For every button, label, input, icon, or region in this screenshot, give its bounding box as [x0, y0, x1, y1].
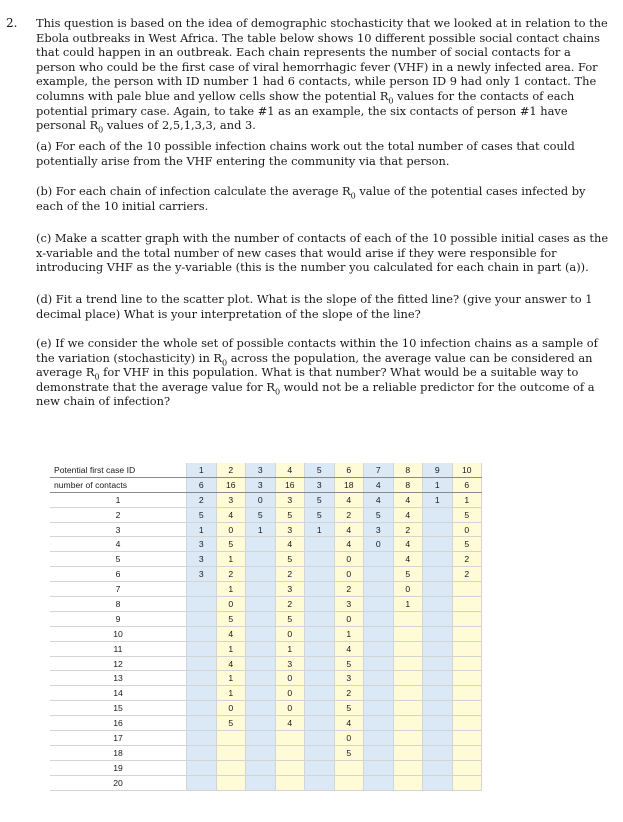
- r0-value-cell: [305, 626, 335, 641]
- subscript-zero: 0: [350, 191, 356, 201]
- r0-value-cell: [452, 582, 482, 597]
- r0-value-cell: 0: [334, 567, 364, 582]
- contacts-row-label: number of contacts: [50, 477, 187, 492]
- r0-value-cell: [305, 611, 335, 626]
- r0-value-cell: [452, 611, 482, 626]
- row-label: 17: [50, 731, 187, 746]
- r0-value-cell: 1: [216, 641, 246, 656]
- contact-chains-table: [50, 463, 482, 791]
- r0-value-cell: 1: [246, 522, 276, 537]
- r0-value-cell: [246, 597, 276, 612]
- r0-value-cell: [423, 552, 453, 567]
- r0-value-cell: 2: [393, 522, 423, 537]
- r0-value-cell: 0: [275, 686, 305, 701]
- case-id-cell: 8: [393, 463, 423, 477]
- r0-value-cell: [246, 716, 276, 731]
- row-label: 5: [50, 552, 187, 567]
- r0-value-cell: 2: [452, 567, 482, 582]
- r0-value-cell: [452, 701, 482, 716]
- r0-value-cell: 4: [216, 507, 246, 522]
- r0-value-cell: [364, 611, 394, 626]
- r0-value-cell: [452, 626, 482, 641]
- r0-value-cell: [246, 731, 276, 746]
- case-id-cell: 2: [216, 463, 246, 477]
- r0-value-cell: [423, 745, 453, 760]
- r0-value-cell: 1: [216, 552, 246, 567]
- r0-value-cell: 3: [275, 492, 305, 507]
- row-label: 18: [50, 745, 187, 760]
- r0-value-cell: [305, 775, 335, 790]
- subscript-zero: 0: [222, 357, 228, 367]
- r0-value-cell: [246, 552, 276, 567]
- r0-value-cell: [334, 760, 364, 775]
- r0-value-cell: 4: [334, 641, 364, 656]
- r0-value-cell: [275, 760, 305, 775]
- contacts-count-cell: 18: [334, 477, 364, 492]
- r0-value-cell: [187, 656, 217, 671]
- r0-value-cell: [364, 597, 394, 612]
- row-label: 7: [50, 582, 187, 597]
- r0-value-cell: [187, 686, 217, 701]
- r0-value-cell: [364, 656, 394, 671]
- r0-value-cell: [364, 671, 394, 686]
- r0-value-cell: 2: [452, 552, 482, 567]
- r0-value-cell: [423, 760, 453, 775]
- r0-value-cell: 4: [393, 537, 423, 552]
- r0-value-cell: 1: [216, 582, 246, 597]
- r0-value-cell: [393, 701, 423, 716]
- r0-value-cell: 2: [334, 507, 364, 522]
- table-row: [50, 492, 482, 507]
- r0-value-cell: [216, 775, 246, 790]
- r0-value-cell: [216, 745, 246, 760]
- r0-value-cell: 4: [334, 716, 364, 731]
- r0-value-cell: 1: [423, 492, 453, 507]
- r0-value-cell: [452, 745, 482, 760]
- r0-value-cell: [187, 641, 217, 656]
- contacts-count-cell: 3: [305, 477, 335, 492]
- case-id-cell: 7: [364, 463, 394, 477]
- table-row: [50, 760, 482, 775]
- r0-value-cell: 0: [275, 671, 305, 686]
- row-label: 10: [50, 626, 187, 641]
- r0-value-cell: [187, 611, 217, 626]
- contacts-row: [50, 477, 482, 492]
- r0-value-cell: [305, 731, 335, 746]
- r0-value-cell: [452, 716, 482, 731]
- r0-value-cell: [364, 641, 394, 656]
- r0-value-cell: 5: [246, 507, 276, 522]
- row-label: 4: [50, 537, 187, 552]
- subscript-zero: 0: [274, 387, 281, 397]
- row-label: 6: [50, 567, 187, 582]
- r0-value-cell: [423, 686, 453, 701]
- r0-value-cell: [305, 701, 335, 716]
- r0-value-cell: [246, 537, 276, 552]
- r0-value-cell: [305, 567, 335, 582]
- table-row: [50, 567, 482, 582]
- table-row: [50, 597, 482, 612]
- table-row: [50, 522, 482, 537]
- r0-value-cell: 5: [334, 656, 364, 671]
- r0-value-cell: [246, 775, 276, 790]
- r0-value-cell: [364, 760, 394, 775]
- table-row: [50, 626, 482, 641]
- r0-value-cell: [187, 775, 217, 790]
- r0-value-cell: 3: [216, 492, 246, 507]
- r0-value-cell: 5: [452, 507, 482, 522]
- r0-value-cell: [423, 626, 453, 641]
- r0-value-cell: [216, 760, 246, 775]
- r0-value-cell: [246, 671, 276, 686]
- row-label: 8: [50, 597, 187, 612]
- r0-value-cell: 0: [216, 701, 246, 716]
- r0-value-cell: [423, 731, 453, 746]
- r0-value-cell: 4: [334, 537, 364, 552]
- row-label: 1: [50, 492, 187, 507]
- r0-value-cell: [187, 671, 217, 686]
- row-label: 16: [50, 716, 187, 731]
- r0-value-cell: 2: [275, 567, 305, 582]
- r0-value-cell: 5: [275, 611, 305, 626]
- intro-paragraph: This question is based on the idea of demographic stochasticity that we looked at in relation to the Ebola outbreaks in West Africa. The table below shows 10 different possible social contact chains that could happen in an outbreak. Each chain represents the number of social contacts for a person who could be the first case of viral hemorrhagic fever (VHF) in a newly infected area. For example, the person with ID number 1 had 6 contacts, while person ID 9 had only 1 contact. The columns with pale blue and yellow cells show the potential $R_0$ values for the contacts of each potential primary case. Again, to take #1 as an example, the six contacts of person #1 have personal $R_0$ values of 2,5,1,3,3, and 3.: [36, 16, 608, 135]
- r0-value-cell: [305, 552, 335, 567]
- r0-value-cell: [393, 626, 423, 641]
- r0-value-cell: [275, 745, 305, 760]
- r0-value-cell: [305, 686, 335, 701]
- r0-value-cell: 0: [216, 522, 246, 537]
- r0-value-cell: 5: [305, 492, 335, 507]
- r0-value-cell: [364, 701, 394, 716]
- row-label: 13: [50, 671, 187, 686]
- r0-value-cell: 0: [364, 537, 394, 552]
- contacts-count-cell: 16: [275, 477, 305, 492]
- contacts-count-cell: 16: [216, 477, 246, 492]
- r0-value-cell: 0: [334, 731, 364, 746]
- r0-value-cell: 4: [393, 492, 423, 507]
- r0-value-cell: [305, 671, 335, 686]
- r0-value-cell: 4: [216, 626, 246, 641]
- r0-value-cell: [364, 745, 394, 760]
- r0-value-cell: [452, 686, 482, 701]
- contacts-count-cell: 3: [246, 477, 276, 492]
- r0-value-cell: 1: [216, 686, 246, 701]
- r0-value-cell: [246, 656, 276, 671]
- row-label: 3: [50, 522, 187, 537]
- r0-value-cell: [305, 760, 335, 775]
- r0-value-cell: [187, 626, 217, 641]
- r0-value-cell: 5: [275, 507, 305, 522]
- contacts-count-cell: 6: [452, 477, 482, 492]
- r0-value-cell: [187, 745, 217, 760]
- r0-value-cell: [423, 641, 453, 656]
- r0-value-cell: [187, 701, 217, 716]
- id-row-label: Potential first case ID: [50, 463, 187, 477]
- row-label: 11: [50, 641, 187, 656]
- r0-value-cell: 0: [216, 597, 246, 612]
- r0-value-cell: [364, 552, 394, 567]
- r0-value-cell: 4: [364, 492, 394, 507]
- r0-value-cell: [187, 716, 217, 731]
- r0-value-cell: [393, 671, 423, 686]
- r0-value-cell: 2: [334, 686, 364, 701]
- part-e-paragraph: (e) If we consider the whole set of possible contacts within the 10 infection chains as a sample of the variation (stochasticity) in $R_0$ across the population, the average value can be considered an average $R_0$ for VHF in this population. What is that number? What would be a suitable way to demonstrate that the average value for $R_0$ would not be a reliable predictor for the outcome of a new chain of infection?: [36, 336, 598, 409]
- part-b-paragraph: (b) For each chain of infection calculate the average $R_0$ value of the potential cases infected by each of the 10 initial carriers.: [36, 184, 586, 213]
- r0-value-cell: [246, 567, 276, 582]
- r0-value-cell: 1: [305, 522, 335, 537]
- r0-value-cell: [246, 641, 276, 656]
- r0-value-cell: 5: [275, 552, 305, 567]
- table-row: [50, 686, 482, 701]
- r0-value-cell: 0: [452, 522, 482, 537]
- r0-value-cell: 4: [216, 656, 246, 671]
- r0-value-cell: [305, 656, 335, 671]
- r0-value-cell: [246, 626, 276, 641]
- case-id-cell: 4: [275, 463, 305, 477]
- table-row: [50, 641, 482, 656]
- r0-value-cell: [393, 641, 423, 656]
- r0-value-cell: [305, 597, 335, 612]
- part-d-paragraph: (d) Fit a trend line to the scatter plot. What is the slope of the fitted line? (give your answer to 1 decimal place) What is your interpretation of the slope of the line?: [36, 292, 593, 321]
- r0-value-cell: [452, 775, 482, 790]
- r0-value-cell: [452, 731, 482, 746]
- r0-value-cell: 4: [393, 507, 423, 522]
- r0-value-cell: [423, 671, 453, 686]
- r0-value-cell: 0: [246, 492, 276, 507]
- id-row: [50, 463, 482, 477]
- r0-value-cell: [423, 611, 453, 626]
- row-label: 20: [50, 775, 187, 790]
- r0-value-cell: [393, 716, 423, 731]
- r0-value-cell: [452, 671, 482, 686]
- r0-value-cell: [305, 745, 335, 760]
- contacts-count-cell: 4: [364, 477, 394, 492]
- r0-value-cell: [275, 731, 305, 746]
- r0-value-cell: 2: [187, 492, 217, 507]
- table-row: [50, 507, 482, 522]
- r0-value-cell: [393, 611, 423, 626]
- table-row: [50, 671, 482, 686]
- r0-value-cell: 5: [216, 716, 246, 731]
- r0-value-cell: 3: [275, 582, 305, 597]
- r0-value-cell: 5: [452, 537, 482, 552]
- r0-value-cell: 4: [275, 537, 305, 552]
- row-label: 19: [50, 760, 187, 775]
- r0-value-cell: [423, 597, 453, 612]
- r0-value-cell: [452, 760, 482, 775]
- r0-value-cell: [216, 731, 246, 746]
- r0-value-cell: [393, 656, 423, 671]
- r0-value-cell: [393, 775, 423, 790]
- r0-value-cell: 3: [187, 552, 217, 567]
- r0-value-cell: [452, 597, 482, 612]
- r0-value-cell: 5: [334, 701, 364, 716]
- r0-value-cell: [364, 582, 394, 597]
- r0-value-cell: [393, 731, 423, 746]
- r0-value-cell: [364, 686, 394, 701]
- question-number: 2.: [6, 16, 18, 30]
- row-label: 2: [50, 507, 187, 522]
- r0-value-cell: 0: [275, 626, 305, 641]
- case-id-cell: 10: [452, 463, 482, 477]
- r0-value-cell: [452, 641, 482, 656]
- r0-value-cell: 5: [216, 537, 246, 552]
- subscript-zero: 0: [94, 372, 100, 382]
- table-row: [50, 552, 482, 567]
- r0-value-cell: 4: [275, 716, 305, 731]
- subscript-zero: 0: [98, 125, 104, 135]
- table-row: [50, 582, 482, 597]
- r0-value-cell: [393, 745, 423, 760]
- r0-value-cell: [246, 745, 276, 760]
- r0-value-cell: [364, 716, 394, 731]
- r0-value-cell: [305, 641, 335, 656]
- case-id-cell: 1: [187, 463, 217, 477]
- r0-value-cell: [364, 775, 394, 790]
- row-label: 9: [50, 611, 187, 626]
- r0-value-cell: 1: [216, 671, 246, 686]
- r0-value-cell: 5: [393, 567, 423, 582]
- r0-value-cell: 4: [393, 552, 423, 567]
- r0-value-cell: [246, 582, 276, 597]
- r0-value-cell: 5: [216, 611, 246, 626]
- table-row: [50, 745, 482, 760]
- r0-value-cell: [334, 775, 364, 790]
- r0-value-cell: 4: [334, 522, 364, 537]
- r0-value-cell: [423, 775, 453, 790]
- case-id-cell: 6: [334, 463, 364, 477]
- r0-value-cell: [423, 582, 453, 597]
- table-row: [50, 775, 482, 790]
- r0-value-cell: 2: [275, 597, 305, 612]
- r0-value-cell: [246, 611, 276, 626]
- r0-value-cell: 1: [275, 641, 305, 656]
- r0-value-cell: 4: [334, 492, 364, 507]
- r0-value-cell: 3: [187, 537, 217, 552]
- table-row: [50, 537, 482, 552]
- r0-value-cell: [305, 537, 335, 552]
- table-row: [50, 611, 482, 626]
- r0-value-cell: 0: [334, 552, 364, 567]
- r0-value-cell: 5: [334, 745, 364, 760]
- contacts-count-cell: 6: [187, 477, 217, 492]
- r0-value-cell: 1: [393, 597, 423, 612]
- r0-value-cell: [423, 701, 453, 716]
- part-a-paragraph: (a) For each of the 10 possible infection chains work out the total number of cases that could potentially arise from the VHF entering the community via that person.: [36, 139, 575, 168]
- r0-value-cell: [393, 760, 423, 775]
- r0-value-cell: 1: [187, 522, 217, 537]
- r0-value-cell: [423, 716, 453, 731]
- r0-value-cell: [364, 626, 394, 641]
- r0-value-cell: [275, 775, 305, 790]
- r0-value-cell: 5: [187, 507, 217, 522]
- r0-value-cell: [393, 686, 423, 701]
- row-label: 15: [50, 701, 187, 716]
- r0-value-cell: [305, 582, 335, 597]
- contacts-count-cell: 1: [423, 477, 453, 492]
- row-label: 14: [50, 686, 187, 701]
- r0-value-cell: [246, 701, 276, 716]
- r0-value-cell: [452, 656, 482, 671]
- r0-value-cell: 3: [364, 522, 394, 537]
- row-label: 12: [50, 656, 187, 671]
- r0-value-cell: [364, 731, 394, 746]
- r0-value-cell: [305, 716, 335, 731]
- r0-value-cell: [423, 656, 453, 671]
- r0-value-cell: 5: [305, 507, 335, 522]
- r0-value-cell: [423, 537, 453, 552]
- r0-value-cell: 2: [334, 582, 364, 597]
- r0-value-cell: 0: [275, 701, 305, 716]
- r0-value-cell: [246, 686, 276, 701]
- r0-value-cell: [364, 567, 394, 582]
- r0-value-cell: [187, 760, 217, 775]
- r0-value-cell: [423, 522, 453, 537]
- r0-value-cell: [246, 760, 276, 775]
- table-row: [50, 716, 482, 731]
- case-id-cell: 9: [423, 463, 453, 477]
- r0-value-cell: 3: [275, 656, 305, 671]
- r0-value-cell: 3: [334, 597, 364, 612]
- r0-value-cell: 1: [334, 626, 364, 641]
- table-row: [50, 656, 482, 671]
- table-row: [50, 731, 482, 746]
- r0-value-cell: 5: [364, 507, 394, 522]
- part-c-paragraph: (c) Make a scatter graph with the number of contacts of each of the 10 possible initial cases as the x-variable and the total number of new cases that would arise if they were responsible for introducing VHF as the y-variable (this is the number you calculated for each chain in part (a)).: [36, 231, 609, 275]
- r0-value-cell: [187, 731, 217, 746]
- r0-value-cell: 2: [216, 567, 246, 582]
- subscript-zero: 0: [388, 96, 394, 106]
- contacts-count-cell: 8: [393, 477, 423, 492]
- r0-value-cell: [423, 567, 453, 582]
- case-id-cell: 5: [305, 463, 335, 477]
- table-row: [50, 701, 482, 716]
- r0-value-cell: 1: [452, 492, 482, 507]
- case-id-cell: 3: [246, 463, 276, 477]
- r0-value-cell: 3: [334, 671, 364, 686]
- r0-value-cell: [423, 507, 453, 522]
- r0-value-cell: 3: [187, 567, 217, 582]
- r0-value-cell: 3: [275, 522, 305, 537]
- r0-value-cell: 0: [334, 611, 364, 626]
- r0-value-cell: [187, 582, 217, 597]
- r0-value-cell: [187, 597, 217, 612]
- r0-value-cell: 0: [393, 582, 423, 597]
